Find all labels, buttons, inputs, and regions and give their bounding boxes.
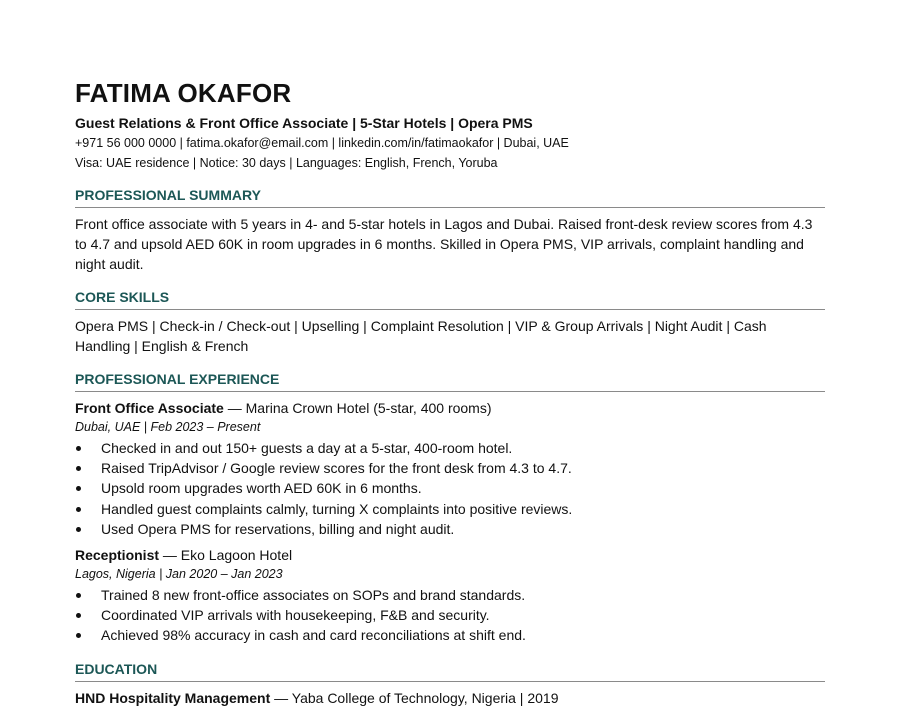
- job-bullet: Checked in and out 150+ guests a day at a 5-star, 400-room hotel.: [75, 438, 825, 458]
- job-role: Front Office Associate: [75, 400, 224, 416]
- education-school: — Yaba College of Technology, Nigeria | 2019: [270, 689, 559, 706]
- job-bullet: Used Opera PMS for reservations, billing and night audit.: [75, 519, 825, 539]
- job-meta: Dubai, UAE | Feb 2023 – Present: [75, 420, 261, 434]
- job-entry: [75, 545, 825, 646]
- job-bullet: Coordinated VIP arrivals with housekeeping, F&B and security.: [75, 605, 825, 625]
- job-bullet: Trained 8 new front-office associates on SOPs and brand standards.: [75, 585, 825, 605]
- job-bullets: [75, 438, 825, 539]
- job-employer: — Marina Crown Hotel (5-star, 400 rooms): [223, 400, 492, 416]
- job-bullet: Achieved 98% accuracy in cash and card reconciliations at shift end.: [75, 625, 825, 645]
- section-title-summary: PROFESSIONAL SUMMARY: [75, 186, 825, 208]
- summary-text: Front office associate with 5 years in 4- and 5-star hotels in Lagos and Dubai. Raised front-desk review scores from 4.3 to 4.7 and upsold AED 60K in room upgrades in 6 months. Skilled in Opera PMS, VIP arrivals, complaint handling and night audit.: [75, 216, 813, 272]
- section-title-skills: CORE SKILLS: [75, 288, 825, 310]
- job-heading: [75, 398, 825, 418]
- job-bullet: Raised TripAdvisor / Google review scores for the front desk from 4.3 to 4.7.: [75, 458, 825, 478]
- resume-content: [75, 76, 825, 708]
- job-heading: [75, 545, 825, 565]
- contact-line: +971 56 000 0000 | fatima.okafor@email.com | linkedin.com/in/fatimaokafor | Dubai, UAE: [75, 136, 569, 150]
- job-employer: — Eko Lagoon Hotel: [159, 547, 293, 564]
- job-meta: Lagos, Nigeria | Jan 2020 – Jan 2023: [75, 567, 283, 582]
- section-title-experience: PROFESSIONAL EXPERIENCE: [75, 370, 825, 392]
- candidate-name: FATIMA OKAFOR: [75, 78, 292, 108]
- job-entry: [75, 398, 825, 539]
- job-role: Receptionist: [75, 547, 160, 564]
- candidate-headline: Guest Relations & Front Office Associate | 5-Star Hotels | Opera PMS: [75, 115, 533, 131]
- section-title-education: EDUCATION: [75, 660, 825, 682]
- education-entry: [75, 688, 825, 708]
- details-line: Visa: UAE residence | Notice: 30 days | Languages: English, French, Yoruba: [75, 156, 498, 170]
- job-bullets: [75, 585, 825, 646]
- job-bullet: Handled guest complaints calmly, turning X complaints into positive reviews.: [75, 499, 825, 519]
- skills-text: Opera PMS | Check-in / Check-out | Upselling | Complaint Resolution | VIP & Group Arrivals | Night Audit | Cash Handling | English & French: [75, 318, 767, 354]
- job-bullet: Upsold room upgrades worth AED 60K in 6 months.: [75, 478, 825, 498]
- education-degree: HND Hospitality Management: [75, 689, 271, 706]
